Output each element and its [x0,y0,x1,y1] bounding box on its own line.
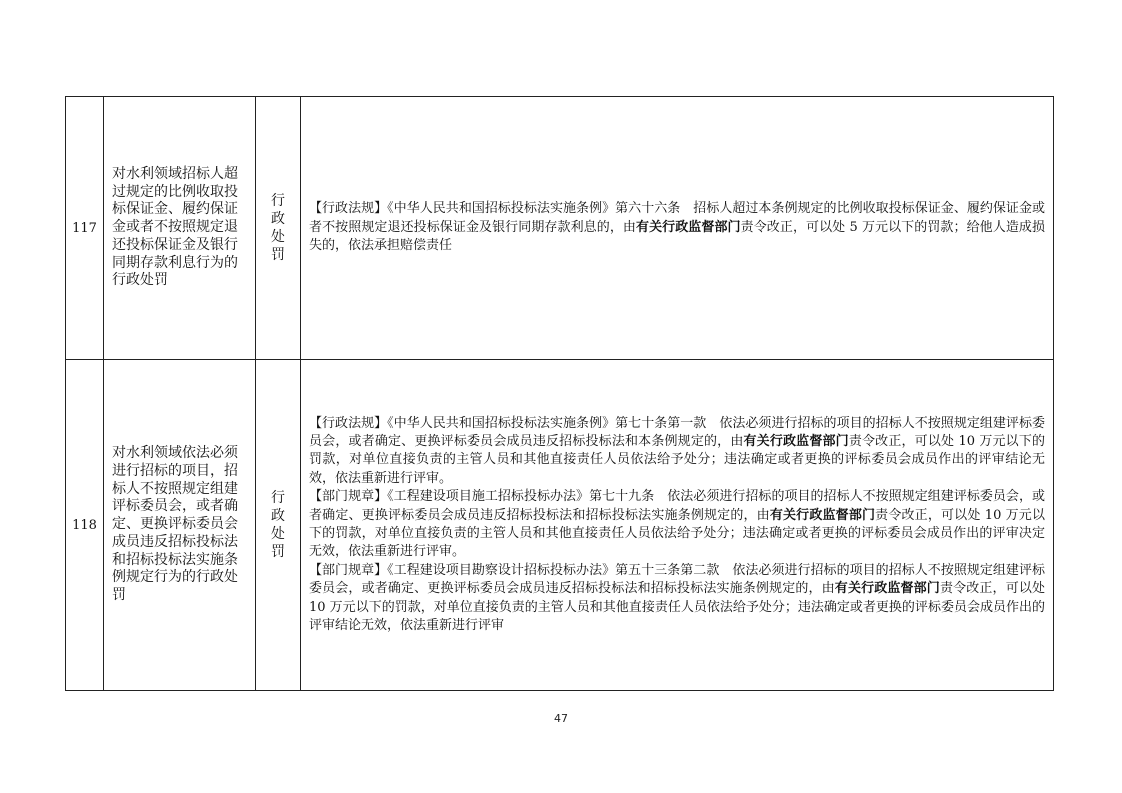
item-name: 对水利领域依法必须进行招标的项目，招标人不按照规定组建评标委员会，或者确定、更换评标委员会成员违反招标投标法和招标投标法实施条例规定行为的行政处罚 [104,360,256,691]
legal-basis-paragraph [309,488,1045,562]
basis-bold-authority: 有关行政监督部门 [743,433,849,449]
item-type-char: 罚 [271,544,285,560]
basis-text: 【行政法规】《中华人民共和国招标投标法实施条例》第六十六条 招标人超过本条例规定的比例收取投标保证金、履约保证金或者不按照规定退还投标保证金及银行同期存款利息的，由 [309,201,1045,235]
legal-basis [301,360,1054,691]
legal-basis-paragraph [309,415,1045,489]
legal-basis [301,97,1054,360]
page-number: 47 [554,712,568,725]
basis-text: 责令改正，可以处 10 万元以下的罚款，对单位直接负责的主管人员和其他直接责任人员依法给予处分；违法确定或者更换的评标委员会成员作出的评审结论无效，依法重新进行评审 [309,581,1045,634]
item-type-char: 处 [271,526,285,542]
legal-basis-paragraph [309,200,1045,255]
item-type-char: 罚 [271,247,285,263]
item-type-char: 政 [271,508,285,524]
penalty-table [65,96,1054,691]
basis-text: 责令改正，可以处 10 万元以下的罚款，对单位直接负责的主管人员和其他直接责任人员依法给予处分；违法确定或者更换的评标委员会成员作出的评审结论无效，依法重新进行评审。 [309,433,1045,486]
item-number: 118 [66,360,104,691]
item-name: 对水利领域招标人超过规定的比例收取投标保证金、履约保证金或者不按照规定退还投标保证金及银行同期存款利息行为的行政处罚 [104,97,256,360]
basis-text: 【部门规章】《工程建设项目勘察设计招标投标办法》第五十三条第二款 依法必须进行招标的项目的招标人不按照规定组建评标委员会，或者确定、更换评标委员会成员违反招标投标法和招标投标法实施条例规定的，由 [309,562,1045,597]
basis-text: 【部门规章】《工程建设项目施工招标投标办法》第七十九条 依法必须进行招标的项目的招标人不按照规定组建评标委员会，或者确定、更换评标委员会成员违反招标投标法和招标投标法实施条例规定的，由 [309,489,1045,523]
item-type [256,97,301,360]
item-type-char: 行 [271,193,285,209]
basis-bold-authority: 有关行政监督部门 [635,219,741,235]
table-row [66,97,1054,360]
item-type-char: 政 [271,211,285,227]
item-type-char: 处 [271,229,285,245]
basis-text: 责令改正，可以处 10 万元以下的罚款，对单位直接负责的主管人员和其他直接责任人员依法给予处分；违法确定或者更换的评标委员会成员作出的评审决定无效，依法重新进行评审。 [309,507,1045,560]
table-row [66,360,1054,691]
item-type-char: 行 [271,490,285,506]
basis-bold-authority: 有关行政监督部门 [834,581,940,597]
basis-text: 【行政法规】《中华人民共和国招标投标法实施条例》第七十条第一款 依法必须进行招标的项目的招标人不按照规定组建评标委员会，或者确定、更换评标委员会成员违反招标投标法和本条例规定的，由 [309,415,1045,449]
basis-bold-authority: 有关行政监督部门 [769,507,876,523]
basis-text: 责令改正，可以处 5 万元以下的罚款；给他人造成损失的，依法承担赔偿责任 [309,219,1045,254]
item-type [256,360,301,691]
legal-basis-paragraph [309,562,1045,636]
item-number: 117 [66,97,104,360]
